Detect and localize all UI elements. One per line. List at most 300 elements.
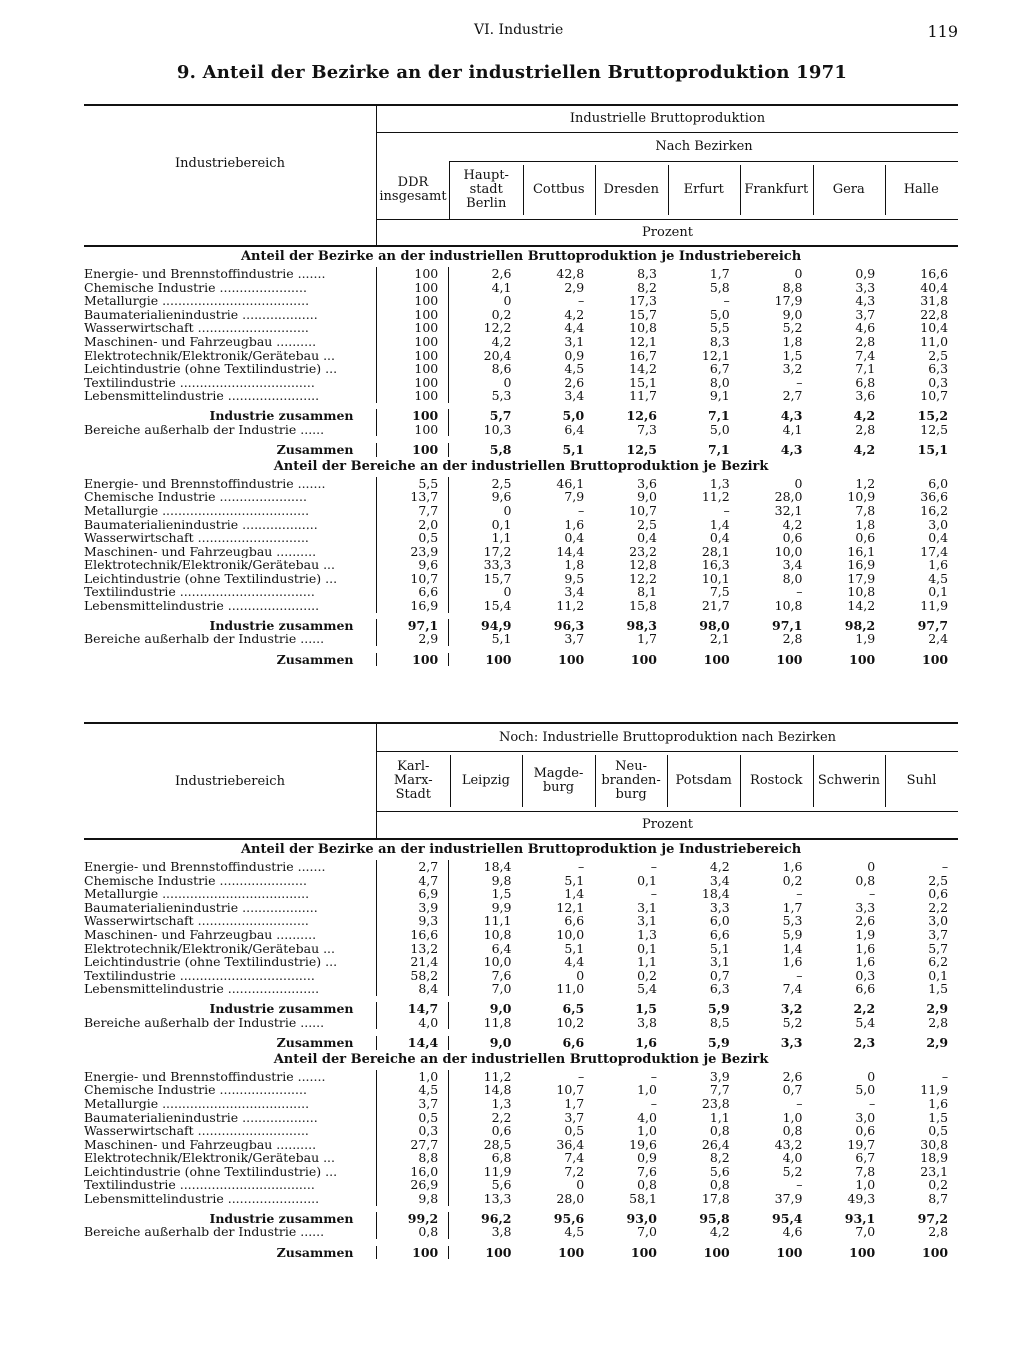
cell-value: 5,7	[928, 941, 949, 956]
cell-value: 1,6	[855, 941, 876, 956]
header-col-ddr: DDR insgesamt	[379, 175, 447, 204]
cell-value: 0,8	[637, 1178, 657, 1193]
cell-value: 9,0	[782, 307, 803, 322]
cell-value: 5,6	[709, 1164, 730, 1179]
cell-value: 5,1	[564, 941, 585, 956]
cell-value: 1,8	[564, 558, 585, 572]
cell-value: 23,9	[376, 545, 449, 559]
cell-value: 3,2	[780, 1001, 803, 1016]
cell-value: 7,0	[449, 982, 522, 996]
cell-value: 15,1	[629, 375, 657, 390]
cell-value: 10,8	[774, 599, 803, 613]
row-label: Wasserwirtschaft ............................	[84, 321, 309, 335]
cell-value: 7,5	[709, 585, 730, 600]
cell-value: 18,9	[920, 1151, 949, 1165]
row-label: Energie- und Brennstoffindustrie .......	[84, 1069, 326, 1084]
cell-value: 7,9	[564, 490, 585, 504]
cell-value: 3,7	[928, 927, 949, 942]
table-row	[84, 1192, 958, 1206]
cell-value: 1,3	[637, 927, 657, 942]
cell-value: 98,3	[626, 618, 657, 633]
cell-value: 0,4	[564, 531, 585, 545]
cell-value: 12,5	[626, 443, 657, 457]
cell-value: 0,1	[449, 518, 522, 532]
cell-value: 14,4	[376, 1036, 449, 1050]
cell-value: 0	[576, 1178, 585, 1193]
cell-value: 3,6	[855, 389, 876, 403]
cell-value: 7,0	[637, 1225, 657, 1239]
table-row	[84, 1151, 958, 1165]
cell-value: 1,0	[782, 1110, 803, 1125]
total-row-zusammen	[84, 1246, 958, 1260]
cell-value: 5,3	[449, 389, 522, 403]
header-col-5: Gera	[832, 182, 865, 197]
row-label: Lebensmittelindustrie .......................	[84, 599, 320, 613]
cell-value: 3,0	[928, 914, 949, 928]
section-title: Anteil der Bezirke an der industriellen Bruttoproduktion je Industriebereich	[240, 249, 802, 264]
row-label: Lebensmittelindustrie .......................	[84, 389, 320, 403]
cell-value: 9,0	[637, 490, 657, 504]
cell-value: 15,8	[629, 599, 657, 613]
cell-value: 4,3	[780, 408, 803, 423]
cell-value: 5,9	[782, 927, 803, 942]
cell-value: 3,3	[780, 1036, 803, 1050]
cell-value: 1,9	[855, 927, 876, 942]
cell-value: 6,6	[855, 982, 876, 996]
cell-value: 28,5	[449, 1138, 522, 1152]
header-col-6: Halle	[903, 182, 939, 197]
cell-value: 0,3	[928, 375, 949, 390]
header-col-6: Schwerin	[817, 773, 880, 788]
cell-value: 3,0	[855, 1110, 876, 1125]
row-label: Wasserwirtschaft ............................	[84, 1124, 309, 1138]
cell-value: 4,2	[449, 335, 522, 349]
cell-value: 100	[849, 1245, 876, 1260]
cell-value: 100	[376, 389, 449, 403]
header-col-5: Rostock	[750, 773, 803, 788]
cell-value: 0,5	[928, 1124, 949, 1138]
cell-value: 100	[558, 652, 585, 667]
cell-value: 5,2	[782, 1164, 803, 1179]
cell-value: 2,4	[928, 632, 949, 646]
cell-value: 100	[376, 423, 449, 437]
row-label: Elektrotechnik/Elektronik/Gerätebau ...	[84, 1151, 336, 1165]
row-label: Maschinen- und Fahrzeugbau ..........	[84, 334, 317, 349]
header-industrial-production: Industrielle Bruttoproduktion	[569, 111, 766, 126]
cell-value: 11,2	[556, 599, 585, 613]
cell-value: 18,4	[701, 887, 730, 901]
cell-value: –	[578, 503, 585, 518]
cell-value: 40,4	[920, 280, 949, 295]
cell-value: –	[723, 503, 730, 518]
cell-value: 1,0	[637, 1124, 657, 1138]
cell-value: 100	[376, 321, 449, 335]
cell-value: 100	[630, 652, 657, 667]
cell-value: 6,0	[928, 476, 949, 491]
cell-value: 9,1	[709, 389, 730, 403]
cell-value: 7,1	[855, 362, 876, 376]
row-label: Wasserwirtschaft ............................	[84, 914, 309, 928]
row-label: Metallurgie .....................................	[84, 1096, 310, 1111]
table-1	[84, 104, 958, 666]
cell-value: 0	[449, 376, 522, 390]
cell-value: 0,9	[637, 1151, 657, 1165]
table-2-body	[84, 840, 958, 1259]
table-row	[84, 349, 958, 363]
table-row	[84, 1097, 958, 1111]
cell-value: 1,6	[782, 955, 803, 969]
cell-value: 1,6	[855, 955, 876, 969]
cell-value: 4,4	[564, 321, 585, 335]
table-row	[84, 321, 958, 335]
section-title: Anteil der Bereiche an der industriellen Bruttoproduktion je Bezirk	[273, 1051, 769, 1067]
cell-value: 1,8	[782, 334, 803, 349]
row-label: Industrie zusammen	[209, 1001, 354, 1016]
table-row	[84, 887, 958, 901]
cell-value: 2,1	[709, 632, 730, 646]
cell-value: 22,8	[920, 307, 949, 322]
table-row	[84, 376, 958, 390]
cell-value: 10,0	[556, 927, 585, 942]
cell-value: 3,1	[709, 955, 730, 969]
cell-value: 2,9	[926, 1036, 949, 1050]
cell-value: 100	[376, 376, 449, 390]
cell-value: 100	[776, 1245, 803, 1260]
header-col-0: Haupt- stadt Berlin	[463, 168, 509, 211]
table-row	[84, 558, 958, 572]
cell-value: 5,1	[562, 443, 585, 457]
cell-value: 5,9	[708, 1001, 730, 1016]
cell-value: 3,4	[564, 585, 585, 600]
cell-value: 8,8	[782, 280, 803, 295]
table-row	[84, 1178, 958, 1192]
cell-value: 2,8	[782, 632, 803, 646]
total-row-industrie	[84, 409, 958, 423]
cell-value: 0	[867, 1069, 876, 1084]
table-row	[84, 1083, 958, 1097]
cell-value: 9,6	[449, 490, 522, 504]
table-row	[84, 901, 958, 915]
cell-value: 0,8	[855, 873, 876, 888]
cell-value: 13,7	[376, 490, 449, 504]
cell-value: 100	[376, 267, 449, 281]
header-unit: Prozent	[642, 224, 693, 240]
cell-value: 13,3	[449, 1192, 522, 1206]
cell-value: 100	[703, 652, 730, 667]
cell-value: 8,3	[709, 334, 730, 349]
cell-value: 5,9	[708, 1036, 730, 1050]
cell-value: –	[723, 294, 730, 308]
cell-value: 4,2	[709, 860, 730, 874]
cell-value: 2,8	[855, 334, 876, 349]
cell-value: 16,6	[920, 267, 949, 281]
total-row-ausserhalb	[84, 1016, 958, 1030]
table-1-body	[84, 247, 958, 666]
cell-value: 97,7	[917, 618, 949, 633]
cell-value: 46,1	[556, 476, 585, 491]
cell-value: 9,0	[449, 1002, 522, 1016]
cell-value: 3,2	[782, 362, 803, 376]
cell-value: 58,1	[629, 1192, 657, 1206]
total-row-zusammen	[84, 1036, 958, 1050]
cell-value: 9,3	[376, 914, 449, 928]
cell-value: 9,5	[564, 571, 585, 586]
row-label: Textilindustrie ..................................	[84, 968, 315, 983]
cell-value: –	[796, 887, 803, 901]
cell-value: 5,8	[449, 443, 522, 457]
cell-value: 0	[449, 504, 522, 518]
table-row	[84, 531, 958, 545]
row-label: Textilindustrie ..................................	[84, 1178, 315, 1193]
table-row	[84, 490, 958, 504]
cell-value: 1,4	[709, 517, 730, 532]
cell-value: 1,5	[782, 348, 803, 363]
row-label: Energie- und Brennstoffindustrie .......	[84, 860, 326, 874]
cell-value: 1,5	[635, 1001, 657, 1016]
table-row	[84, 477, 958, 491]
cell-value: 100	[922, 1245, 949, 1260]
cell-value: 4,1	[782, 422, 803, 437]
cell-value: 37,9	[774, 1192, 803, 1206]
row-label: Chemische Industrie ......................	[84, 280, 307, 295]
cell-value: 0,8	[782, 1124, 803, 1138]
cell-value: 94,9	[449, 619, 522, 633]
cell-value: 8,0	[709, 375, 730, 390]
cell-value: 1,0	[637, 1083, 657, 1097]
table-row	[84, 914, 958, 928]
table-row	[84, 504, 958, 518]
cell-value: 5,5	[376, 477, 449, 491]
cell-value: 2,9	[926, 1001, 949, 1016]
cell-value: 6,2	[928, 955, 949, 969]
cell-value: 99,2	[376, 1212, 449, 1226]
cell-value: 100	[376, 653, 449, 667]
cell-value: 10,8	[629, 321, 657, 335]
cell-value: 5,8	[709, 280, 730, 295]
cell-value: 16,6	[376, 928, 449, 942]
cell-value: 11,8	[449, 1016, 522, 1030]
cell-value: 21,4	[376, 955, 449, 969]
cell-value: 0,6	[928, 887, 949, 901]
cell-value: 100	[376, 281, 449, 295]
cell-value: 3,1	[637, 900, 657, 915]
cell-value: 17,9	[774, 294, 803, 308]
cell-value: 3,7	[564, 632, 585, 646]
cell-value: 42,8	[556, 267, 585, 281]
cell-value: 7,8	[855, 1164, 876, 1179]
header-col-7: Suhl	[906, 773, 937, 788]
cell-value: 17,8	[701, 1192, 730, 1206]
cell-value: 15,2	[917, 408, 949, 423]
header-col-3: Neu- branden- burg	[601, 759, 661, 802]
cell-value: 10,0	[774, 544, 803, 559]
cell-value: 93,1	[844, 1211, 876, 1226]
table-row	[84, 267, 958, 281]
cell-value: –	[796, 585, 803, 600]
cell-value: 7,4	[855, 348, 876, 363]
cell-value: 97,2	[917, 1211, 949, 1226]
cell-value: 2,2	[853, 1001, 876, 1016]
cell-value: 11,9	[920, 599, 949, 613]
cell-value: 7,7	[376, 504, 449, 518]
header-col-0: Karl- Marx- Stadt	[393, 759, 433, 802]
cell-value: 3,8	[449, 1225, 522, 1239]
cell-value: –	[941, 860, 949, 874]
cell-value: 3,9	[376, 901, 449, 915]
cell-value: 0,6	[782, 531, 803, 545]
table-2-header	[84, 722, 958, 840]
cell-value: 1,1	[709, 1110, 730, 1125]
cell-value: 4,5	[928, 571, 949, 586]
section-name: VI. Industrie	[474, 22, 564, 38]
cell-value: 5,3	[782, 914, 803, 928]
cell-value: –	[941, 1069, 949, 1084]
cell-value: 14,7	[376, 1002, 449, 1016]
cell-value: 8,6	[449, 362, 522, 376]
cell-value: 15,1	[917, 443, 949, 457]
cell-value: 100	[376, 335, 449, 349]
cell-value: 4,2	[853, 443, 876, 457]
cell-value: 10,2	[556, 1015, 585, 1030]
cell-value: –	[578, 1069, 585, 1084]
cell-value: 0,1	[928, 968, 949, 983]
cell-value: 2,3	[853, 1036, 876, 1050]
table-row	[84, 308, 958, 322]
cell-value: 7,4	[564, 1151, 585, 1165]
row-label: Lebensmittelindustrie .......................	[84, 1192, 320, 1206]
cell-value: 16,9	[847, 558, 876, 572]
cell-value: 14,4	[556, 544, 585, 559]
cell-value: 4,6	[855, 321, 876, 335]
page-number: 119	[927, 22, 958, 41]
cell-value: 1,8	[855, 517, 876, 532]
cell-value: 0,8	[709, 1124, 730, 1138]
total-row-ausserhalb	[84, 1225, 958, 1239]
cell-value: 0,7	[782, 1083, 803, 1097]
cell-value: 5,4	[637, 982, 657, 996]
cell-value: 1,0	[855, 1178, 876, 1193]
cell-value: 12,1	[701, 348, 730, 363]
cell-value: 3,4	[564, 389, 585, 403]
cell-value: 97,1	[772, 618, 803, 633]
cell-value: 100	[376, 362, 449, 376]
cell-value: 0,3	[855, 968, 876, 983]
cell-value: 2,5	[928, 348, 949, 363]
header-by-district: Nach Bezirken	[655, 139, 753, 154]
cell-value: 0,2	[449, 308, 522, 322]
cell-value: 4,2	[853, 408, 876, 423]
row-label: Zusammen	[276, 443, 354, 457]
row-label: Zusammen	[276, 1245, 354, 1260]
table-row	[84, 1165, 958, 1179]
cell-value: 17,2	[449, 545, 522, 559]
cell-value: 33,3	[449, 558, 522, 572]
cell-value: –	[796, 1178, 803, 1193]
cell-value: 2,5	[637, 517, 657, 532]
cell-value: 0	[794, 476, 803, 491]
row-label: Elektrotechnik/Elektronik/Gerätebau ...	[84, 348, 336, 363]
cell-value: 4,5	[564, 1225, 585, 1239]
cell-value: 14,2	[629, 362, 657, 376]
cell-value: 5,0	[562, 408, 585, 423]
cell-value: 21,7	[701, 599, 730, 613]
row-label: Bereiche außerhalb der Industrie ......	[84, 1225, 325, 1239]
cell-value: 28,0	[774, 490, 803, 504]
cell-value: 12,2	[449, 321, 522, 335]
table-row	[84, 1124, 958, 1138]
cell-value: 1,5	[928, 982, 949, 996]
cell-value: 0	[794, 267, 803, 281]
cell-value: 0,2	[928, 1178, 949, 1193]
cell-value: 2,6	[449, 267, 522, 281]
cell-value: 0,4	[709, 531, 730, 545]
cell-value: 12,1	[629, 334, 657, 349]
cell-value: 3,8	[637, 1015, 657, 1030]
cell-value: 0,6	[855, 531, 876, 545]
section-title-row	[84, 840, 958, 860]
cell-value: 5,1	[564, 873, 585, 888]
row-label: Energie- und Brennstoffindustrie .......	[84, 476, 326, 491]
cell-value: 4,1	[449, 281, 522, 295]
table-2	[84, 722, 958, 1259]
cell-value: 32,1	[774, 503, 803, 518]
table-row	[84, 599, 958, 613]
cell-value: 0,6	[449, 1124, 522, 1138]
cell-value: 17,3	[629, 294, 657, 308]
cell-value: 5,5	[709, 321, 730, 335]
row-label: Bereiche außerhalb der Industrie ......	[84, 632, 325, 646]
cell-value: 16,9	[376, 599, 449, 613]
table-row	[84, 362, 958, 376]
cell-value: 3,1	[637, 914, 657, 928]
table-row	[84, 860, 958, 874]
cell-value: 7,1	[708, 443, 730, 457]
cell-value: 23,8	[701, 1096, 730, 1111]
cell-value: 17,9	[847, 571, 876, 586]
cell-value: 28,1	[701, 544, 730, 559]
row-label: Metallurgie .....................................	[84, 887, 310, 901]
cell-value: 9,6	[376, 558, 449, 572]
cell-value: 2,7	[782, 389, 803, 403]
cell-value: 3,3	[855, 280, 876, 295]
cell-value: 6,7	[709, 362, 730, 376]
table-row	[84, 955, 958, 969]
cell-value: 7,2	[564, 1164, 585, 1179]
cell-value: 0,4	[928, 531, 949, 545]
cell-value: 6,8	[449, 1151, 522, 1165]
cell-value: 20,4	[449, 349, 522, 363]
cell-value: 100	[703, 1245, 730, 1260]
cell-value: 2,0	[376, 518, 449, 532]
row-label: Leichtindustrie (ohne Textilindustrie) ...	[84, 955, 338, 969]
cell-value: 100	[630, 1245, 657, 1260]
table-row	[84, 335, 958, 349]
cell-value: 11,0	[556, 982, 585, 996]
row-label: Elektrotechnik/Elektronik/Gerätebau ...	[84, 558, 336, 572]
cell-value: 10,4	[920, 321, 949, 335]
cell-value: 1,3	[709, 476, 730, 491]
cell-value: 2,2	[449, 1111, 522, 1125]
section-title-row	[84, 247, 958, 267]
cell-value: 6,7	[855, 1151, 876, 1165]
row-label: Chemische Industrie ......................	[84, 490, 307, 504]
cell-value: 8,7	[928, 1192, 949, 1206]
cell-value: 8,3	[637, 267, 657, 281]
cell-value: 100	[449, 653, 522, 667]
section-title: Anteil der Bereiche an der industriellen Bruttoproduktion je Bezirk	[273, 458, 769, 474]
header-row-label: Industriebereich	[175, 156, 285, 171]
cell-value: 6,9	[376, 887, 449, 901]
